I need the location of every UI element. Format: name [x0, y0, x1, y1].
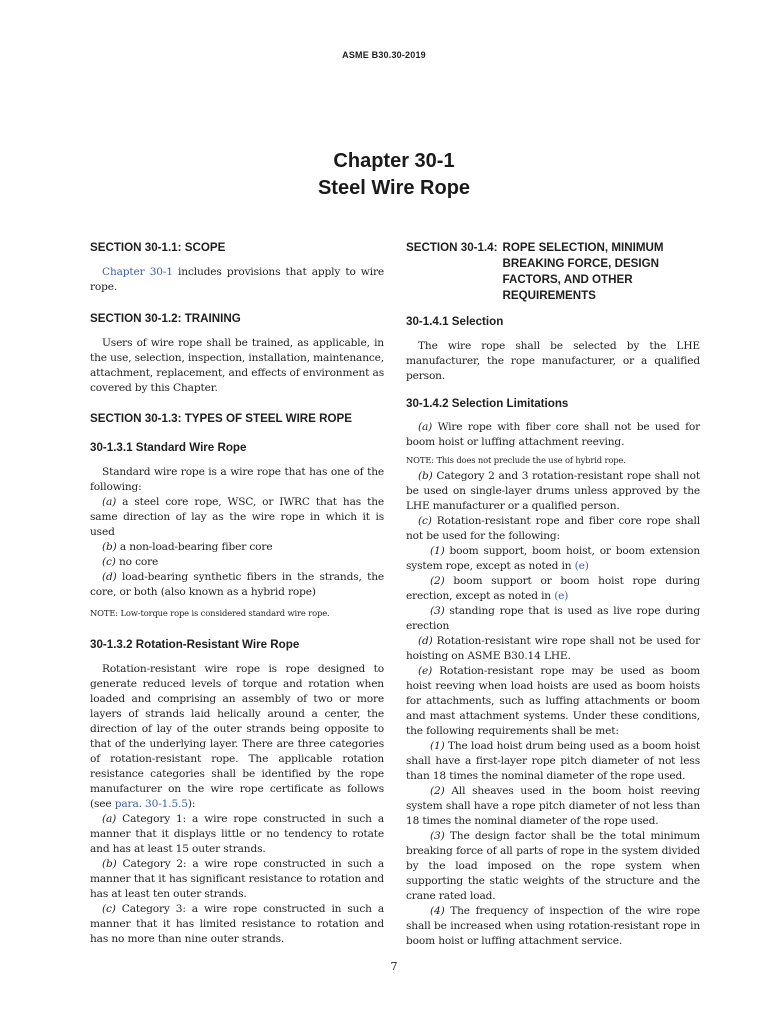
section-types-heading: SECTION 30-1.3: TYPES OF STEEL WIRE ROPE: [90, 412, 352, 425]
section-rope-selection-heading: SECTION 30-1.4: ROPE SELECTION, MINIMUM BREAKING FORCE, DESIGN FACTORS, AND OTHER REQUIREMENTS: [406, 241, 664, 302]
chapter-heading: [0, 148, 768, 202]
standard-rope-intro: Standard wire rope is a wire rope that has one of the following:: [90, 466, 384, 493]
page-number: 7: [390, 960, 398, 973]
standard-rope-item-a: (a) a steel core rope, WSC, or IWRC that has the same direction of lay as the wire rope in which it is used: [90, 496, 384, 538]
limitation-c3: (3) standing rope that is used as live rope during erection: [406, 605, 700, 632]
limitation-e: (e) Rotation-resistant rope may be used as boom hoist reeving when load hoists are used as boom hoists for attachments, such as luffing attachments or boom and mast attachment systems. Under these conditions, the following requirements shall be met:: [406, 665, 700, 737]
limitation-e2: (2) All sheaves used in the boom hoist reeving system shall have a rope pitch diameter of not less than 18 times the nominal diameter of the rope used.: [406, 785, 700, 827]
selection-paragraph: The wire rope shall be selected by the LHE manufacturer, the rope manufacturer, or a qualified person.: [406, 340, 700, 382]
left-column: [90, 240, 384, 947]
category-2-item: (b) Category 2: a wire rope constructed in such a manner that it has significant resistance to rotation and has at least ten outer strands.: [90, 858, 384, 900]
section-training-heading: SECTION 30-1.2: TRAINING: [90, 312, 241, 325]
chapter-label: Chapter 30-1: [333, 150, 455, 172]
limitation-note: NOTE: This does not preclude the use of hybrid rope.: [406, 455, 626, 465]
scope-paragraph: Chapter 30-1 includes provisions that apply to wire rope.: [90, 266, 384, 293]
running-header: ASME B30.30-2019: [342, 50, 426, 60]
chapter-title: Steel Wire Rope: [317, 177, 471, 199]
limitation-e3: (3) The design factor shall be the total minimum breaking force of all parts of rope in the system divided by the load imposed on the rope system when supporting the static weights of the structure and the crane rated load.: [406, 830, 700, 902]
limitation-c1: (1) boom support, boom hoist, or boom extension system rope, except as noted in (e): [406, 545, 700, 572]
limitation-e1: (1) The load hoist drum being used as a boom hoist shall have a first-layer rope pitch diameter of not less than 18 times the nominal diameter of the rope used.: [406, 740, 700, 782]
category-3-item: (c) Category 3: a wire rope constructed in such a manner that it has limited resistance to rotation and has no more than nine outer strands.: [90, 903, 384, 945]
standard-rope-item-c: (c) no core: [102, 556, 159, 568]
limitation-a: (a) Wire rope with fiber core shall not be used for boom hoist or luffing attachment reeving.: [406, 421, 700, 448]
training-paragraph: Users of wire rope shall be trained, as applicable, in the use, selection, inspection, installation, maintenance, attachment, replacement, and effects of environment as covered by this Chapter.: [90, 337, 384, 394]
standard-rope-heading: 30-1.3.1 Standard Wire Rope: [90, 441, 247, 454]
limitation-c2: (2) boom support or boom hoist rope during erection, except as noted in (e): [406, 575, 700, 602]
standard-rope-item-b: (b) a non-load-bearing fiber core: [102, 541, 273, 553]
category-1-item: (a) Category 1: a wire rope constructed in such a manner that it displays little or no tendency to rotate and has at least 15 outer strands.: [90, 813, 384, 855]
standard-rope-item-d: (d) load-bearing synthetic fibers in the strands, the core, or both (also known as a hybrid rope): [90, 571, 384, 598]
right-column: [406, 240, 700, 949]
chapter-link[interactable]: Chapter 30-1: [102, 266, 173, 278]
ref-e-link-1[interactable]: (e): [574, 560, 589, 572]
limitation-d: (d) Rotation-resistant wire rope shall not be used for hoisting on ASME B30.14 LHE.: [406, 635, 700, 662]
limitation-c: (c) Rotation-resistant rope and fiber core rope shall not be used for the following:: [406, 515, 700, 542]
para-link[interactable]: para. 30-1.5.5: [114, 798, 188, 810]
standard-rope-note: NOTE: Low-torque rope is considered standard wire rope.: [90, 608, 330, 618]
rotation-resistant-intro: Rotation-resistant wire rope is rope designed to generate reduced levels of torque and rotation when loaded and comprising an assembly of two or more layers of strands laid helically around a center, the direction of lay of the outer strands being opposite to that of the underlying layer. There are three categories of rotation-resistant rope. The applicable rotation resistance categories shall be identified by the rope manufacturer on the wire rope certificate as follows (see para. 30-1.5.5):: [90, 663, 384, 810]
rotation-resistant-heading: 30-1.3.2 Rotation-Resistant Wire Rope: [90, 638, 300, 651]
selection-heading: 30-1.4.1 Selection: [406, 315, 504, 328]
section-scope-heading: SECTION 30-1.1: SCOPE: [90, 241, 226, 254]
selection-limitations-heading: 30-1.4.2 Selection Limitations: [406, 397, 569, 410]
limitation-b: (b) Category 2 and 3 rotation-resistant rope shall not be used on single-layer drums unless approved by the LHE manufacturer or a qualified person.: [406, 470, 700, 512]
limitation-e4: (4) The frequency of inspection of the wire rope shall be increased when using rotation-resistant rope in boom hoist or luffing attachment service.: [406, 905, 700, 947]
ref-e-link-2[interactable]: (e): [554, 590, 569, 602]
